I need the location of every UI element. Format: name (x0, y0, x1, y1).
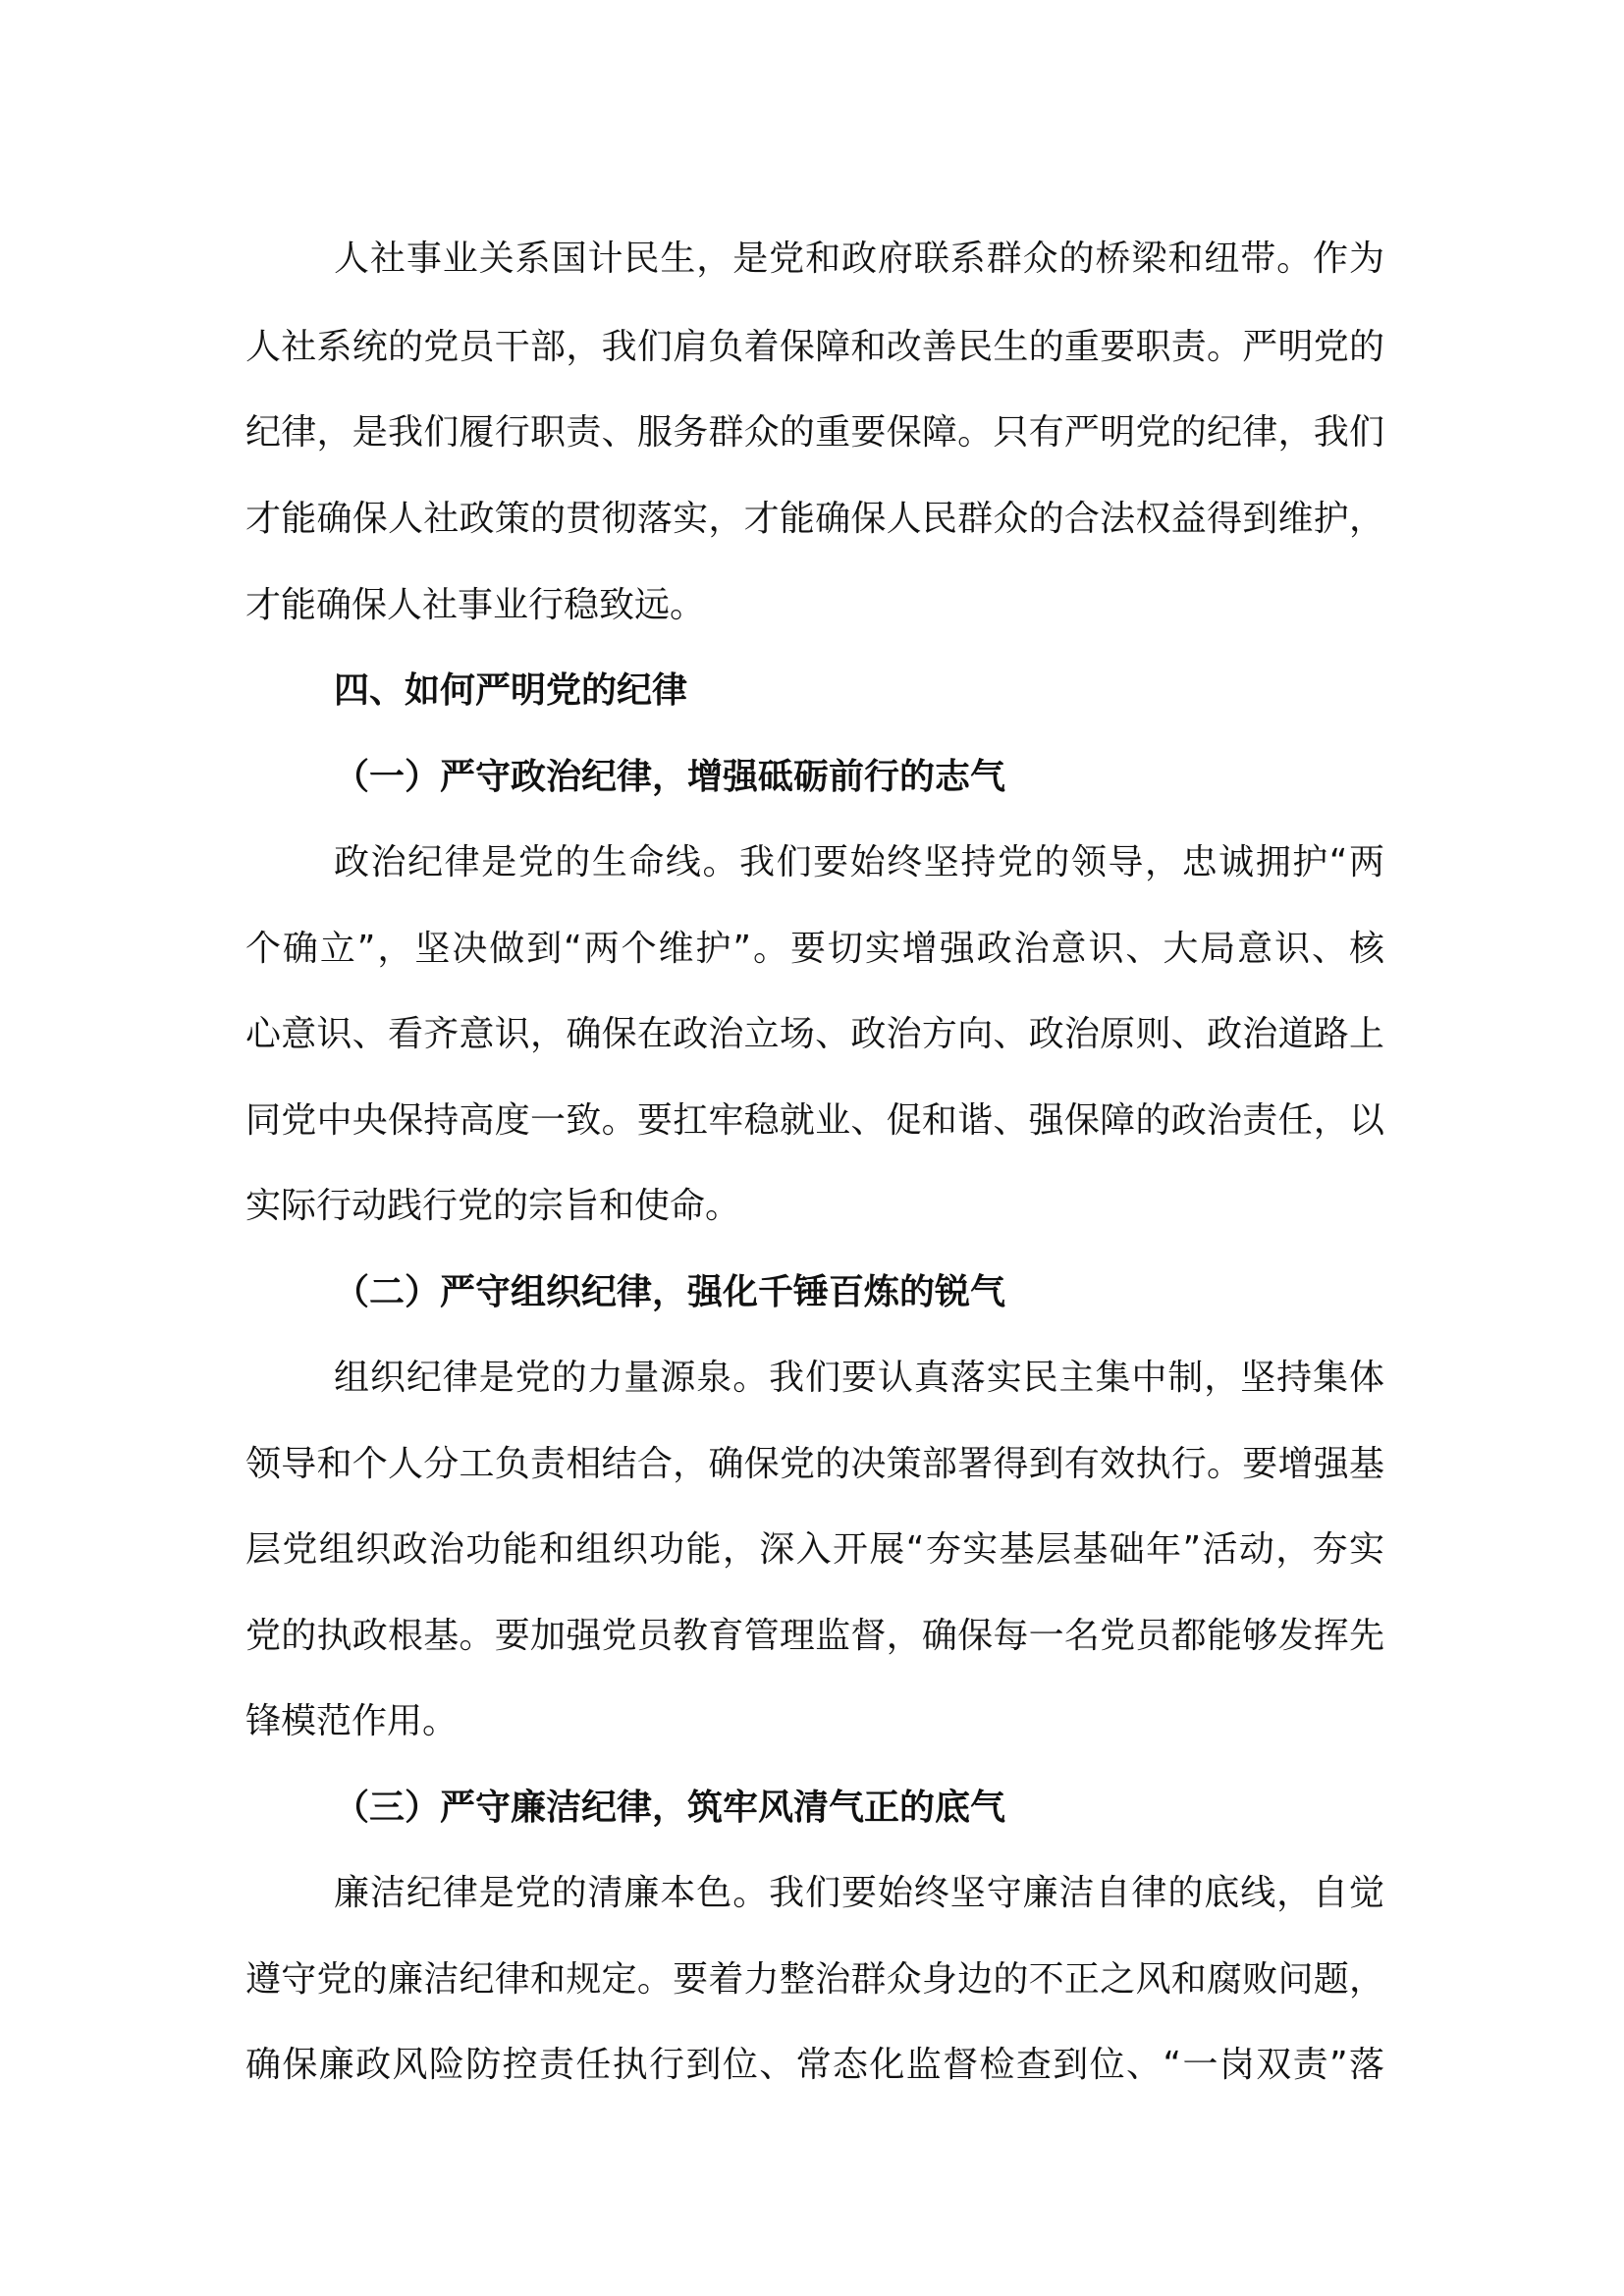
sub1-line-4: 同党中央保持高度一致。要扛牢稳就业、促和谐、强保障的政治责任，以 (245, 1100, 1384, 1141)
sub2-line-2: 领导和个人分工负责相结合，确保党的决策部署得到有效执行。要增强基 (245, 1444, 1384, 1484)
para1-line-5: 才能确保人社事业行稳致远。 (245, 585, 706, 625)
para1-line-4: 才能确保人社政策的贯彻落实，才能确保人民群众的合法权益得到维护， (245, 499, 1384, 539)
sub2-line-1: 组织纪律是党的力量源泉。我们要认真落实民主集中制，坚持集体 (334, 1358, 1384, 1398)
subsection-heading-2: （二）严守组织纪律，强化千锤百炼的锐气 (334, 1272, 1006, 1312)
subsection-heading-3: （三）严守廉洁纪律，筑牢风清气正的底气 (334, 1788, 1006, 1828)
para1-line-2: 人社系统的党员干部，我们肩负着保障和改善民生的重要职责。严明党的 (245, 327, 1384, 367)
sub2-line-3: 层党组织政治功能和组织功能，深入开展“夯实基层基础年”活动，夯实 (245, 1529, 1384, 1570)
subsection-heading-1: （一）严守政治纪律，增强砥砺前行的志气 (334, 757, 1006, 797)
sub3-line-3: 确保廉政风险防控责任执行到位、常态化监督检查到位、“一岗双责”落 (245, 2045, 1384, 2085)
sub2-line-5: 锋模范作用。 (245, 1701, 459, 1741)
sub3-line-1: 廉洁纪律是党的清廉本色。我们要始终坚守廉洁自律的底线，自觉 (334, 1873, 1384, 1913)
sub1-line-1: 政治纪律是党的生命线。我们要始终坚持党的领导，忠诚拥护“两 (334, 842, 1384, 882)
sub1-line-3: 心意识、看齐意识，确保在政治立场、政治方向、政治原则、政治道路上 (245, 1014, 1384, 1054)
sub3-line-2: 遵守党的廉洁纪律和规定。要着力整治群众身边的不正之风和腐败问题， (245, 1959, 1384, 2000)
para1-line-1: 人社事业关系国计民生，是党和政府联系群众的桥梁和纽带。作为 (334, 239, 1384, 279)
sub1-line-2: 个确立”，坚决做到“两个维护”。要切实增强政治意识、大局意识、核 (245, 929, 1384, 969)
sub2-line-4: 党的执政根基。要加强党员教育管理监督，确保每一名党员都能够发挥先 (245, 1616, 1384, 1656)
para1-line-3: 纪律，是我们履行职责、服务群众的重要保障。只有严明党的纪律，我们 (245, 412, 1384, 453)
section-heading: 四、如何严明党的纪律 (334, 670, 688, 711)
sub1-line-5: 实际行动践行党的宗旨和使命。 (245, 1186, 741, 1226)
